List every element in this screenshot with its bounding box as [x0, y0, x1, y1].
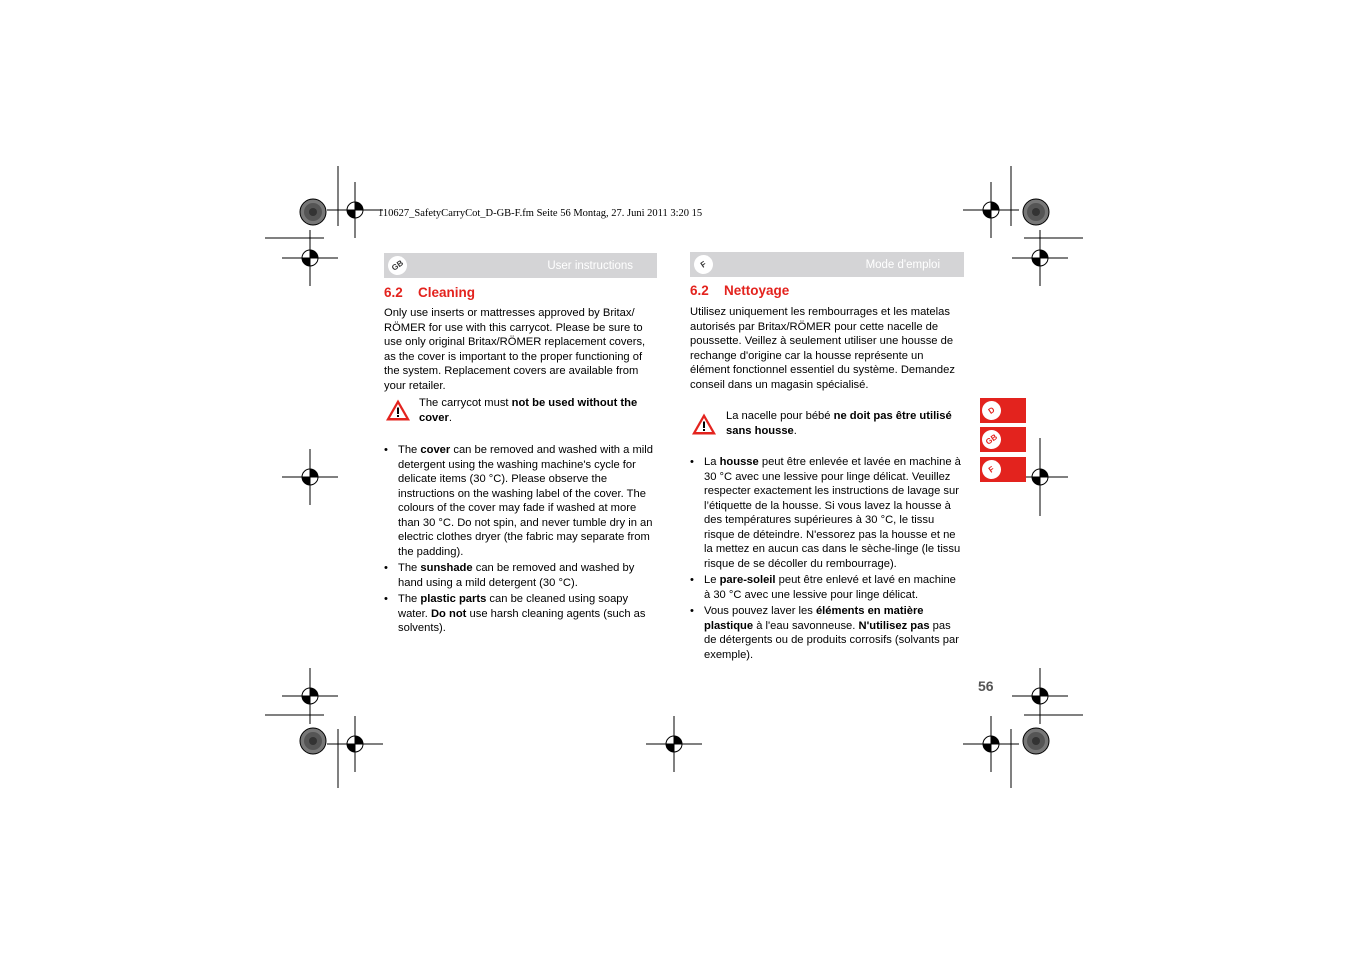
- left-intro-paragraph: Only use inserts or mattresses approved by Britax/ RÖMER for use with this carrycot. Please be sure to use only original Britax/RÖMER replacement covers, as the cover is important to the proper functioning of the system. Replacement covers are available from your retailer.: [384, 307, 646, 392]
- right-warning-icon: [691, 412, 717, 441]
- left-section-title: Cleaning: [418, 285, 476, 300]
- left-section-heading: [384, 285, 475, 300]
- side-tab-d: [980, 398, 1026, 423]
- right-warning-text: La nacelle pour bébé ne doit pas être utilisé sans housse.: [726, 410, 952, 437]
- gb-language-badge: GB: [384, 252, 410, 278]
- left-warning-icon: [385, 398, 411, 427]
- left-section-number: 6.2: [384, 285, 403, 300]
- side-tab-gb: [980, 427, 1026, 452]
- left-language-bar: [384, 253, 657, 278]
- list-item: • The cover can be removed and washed with a mild detergent using the washing machine's cycle for delicate items (30 °C). Please observe the instructions on the washing label of the cover. The colours of the cover may fade if washed at more than 30 °C. Do not spin, and never tumble dry in an electric clothes dryer (the fabric may separate from the padding).: [384, 443, 656, 559]
- right-bar-title: Mode d'emploi: [865, 259, 940, 271]
- list-item: • La housse peut être enlevée et lavée en machine à 30 °C avec une lessive pour linge délicat. Veuillez respecter exactement les instructions de lavage sur l’étiquette de la housse. Si vous lavez la housse à des températures supérieures à 30 °C, le tissu risque de déteindre. N'essorez pas la housse et ne la mettez en aucun cas dans le sèche-linge (le tissu risque de se décoller du rembourrage).: [690, 455, 962, 571]
- list-item: • Vous pouvez laver les éléments en matière plastique à l'eau savonneuse. N'utilisez pas pas de détergents ou de produits corrosifs (solvants par exemple).: [690, 604, 962, 662]
- side-tab-f: [980, 457, 1026, 482]
- left-bar-title: User instructions: [547, 260, 633, 272]
- gb-tab-badge: GB: [978, 426, 1004, 452]
- right-section-title: Nettoyage: [724, 283, 790, 298]
- right-section-heading: [690, 283, 789, 298]
- right-bullet-list: [690, 455, 962, 664]
- list-item: • The sunshade can be removed and washed by hand using a mild detergent (30 °C).: [384, 561, 656, 590]
- right-intro-paragraph: Utilisez uniquement les rembourrages et les matelas autorisés par Britax/RÖMER pour cette nacelle de poussette. Veillez à seulement utiliser une housse de rechange d'origine car la housse représente un élément fonctionnel essentiel du système. Demandez conseil dans un magasin spécialisé.: [690, 306, 955, 391]
- page-number: 56: [978, 678, 994, 694]
- right-section-number: 6.2: [690, 283, 709, 298]
- list-item: • Le pare-soleil peut être enlevé et lavé en machine à 30 °C avec une lessive pour linge délicat.: [690, 573, 962, 602]
- right-language-bar: [690, 252, 964, 277]
- f-tab-badge: F: [978, 456, 1004, 482]
- left-warning-text: The carrycot must not be used without the cover.: [419, 397, 638, 424]
- list-item: • The plastic parts can be cleaned using soapy water. Do not use harsh cleaning agents (such as solvents).: [384, 592, 656, 636]
- d-tab-badge: D: [978, 397, 1004, 423]
- left-bullet-list: [384, 443, 656, 638]
- file-info: 110627_SafetyCarryCot_D-GB-F.fm Seite 56 Montag, 27. Juni 2011 3:20 15: [378, 208, 703, 219]
- f-language-badge: F: [690, 251, 716, 277]
